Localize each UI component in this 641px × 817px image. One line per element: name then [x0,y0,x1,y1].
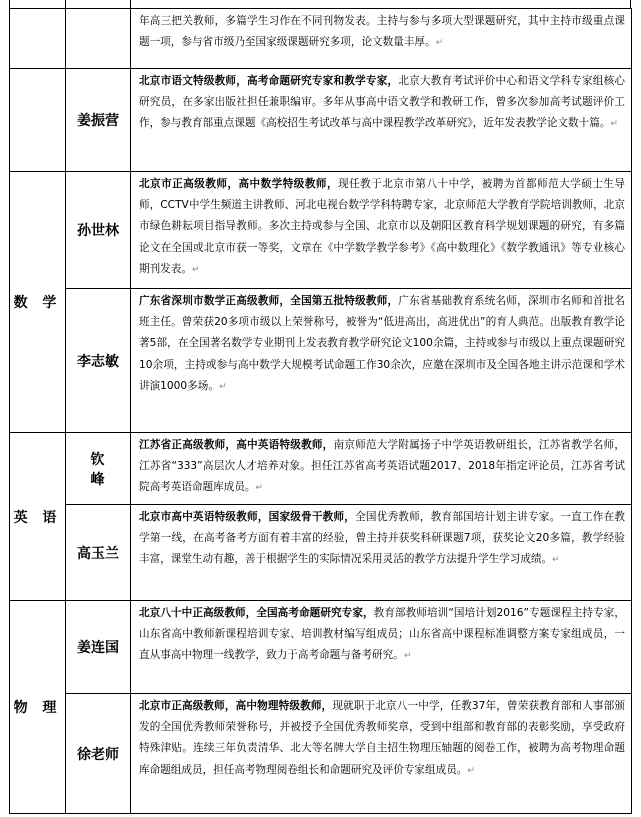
paragraph-mark-icon: ↵ [467,765,475,776]
description-text: 现就职于北京八一中学，任教37年，曾荣获教育部和人事部颁发的全国优秀教师荣誉称号，并被授予全国优秀教师奖章，受到中组部和教育部的表彰奖励，享受政府特殊津贴。连续三年负责清华、北大等名牌大学自主招生物理压轴题的阅卷工作，被聘为高考物理命题库命题组成员，担任高考物理阅卷组长和命题研究及评价专家组成员。 [139,700,626,776]
title-text: 北京市高中英语特级教师，国家级骨干教师， [139,511,356,523]
name-cell [66,601,131,694]
subject-cell-physics [10,601,66,814]
description-text: 年高三把关教师，多篇学生习作在不同刊物发表。主持与参与多项大型课题研究，其中主持市级重点课题一项，参与省市级乃至国家级课题研究多项，论文数量丰厚。 [139,15,625,49]
table-top-continuation [9,0,631,8]
subject-label: 物 理 [13,700,62,716]
title-text: 广东省深圳市数学正高级教师，全国第五批特级教师， [139,295,399,307]
paragraph-mark-icon: ↵ [552,555,560,566]
subject-cell [10,69,66,172]
subject-cell-math [10,172,66,433]
description-text: 教育部教师培训“国培计划2016”专题课程主持专家，山东省高中教师新课程培训专家、培训教材编写组成员；山东省高中课程标准调整方案专家组成员，一直从事高中物理一线教学，致力于高考命题与备考研究。 [139,607,626,662]
subject-cell-english [10,433,66,601]
teacher-name: 孙世林 [77,223,119,239]
name-cell [66,9,131,69]
description-cell [131,69,632,172]
paragraph-mark-icon: ↵ [403,651,412,662]
description-cell [131,505,632,601]
name-cell [66,289,131,433]
paragraph-mark-icon: ↵ [191,264,200,275]
title-text: 北京市正高级教师，高中物理特级教师， [139,700,333,712]
title-text: 北京市语文特级教师，高考命题研究专家和教学专家， [139,75,399,87]
description-text: 北京大教育考试评价中心和语文学科专家组核心研究员，在多家出版社担任兼职编审。多年从事高中语文教学和教研工作，曾多次参加高考试题评价工作，参与教育部重点课题《高校招生考试改革与高中课程教学改革研究》，近年发表教学论文数十篇。 [139,75,625,130]
paragraph-mark-icon: ↵ [255,483,264,494]
column-divider [65,0,66,8]
name-cell [66,433,131,505]
subject-label: 英 语 [13,509,62,526]
description-text: 全国优秀教师，教育部国培计划主讲专家。一直工作在教学第一线，在高考备考方面有着丰富的经验，曾主持并获奖科研课题7项，获奖论文20多篇，教学经验丰富，课堂生动有趣，善于根据学生的实际情况采用灵活的教学方法提升学生学习成绩。 [139,511,625,566]
table-row [10,694,632,814]
name-cell [66,694,131,814]
description-text: 现任教于北京市第八十中学，被聘为首都师范大学硕士生导师，CCTV中学生频道主讲教师、河北电视台数学学科特聘专家，北京师范大学教育学院培训教师，北京市绿色耕耘项目指导教师。多次主持或参与全国、北京市以及朝阳区教育科学规划课题的研究，有多篇论文在全国或北京市获一等奖，文章在《中学数学教学参考》《高中数理化》《数学教通讯》等专业核心期刊发表。 [139,178,626,275]
teacher-name: 钦 峰 [90,451,118,488]
table-row [10,289,632,433]
description-cell [131,9,632,69]
subject-cell [10,9,66,69]
name-cell [66,172,131,289]
description-cell [131,433,632,505]
description-cell [131,601,632,694]
table-row [10,601,632,694]
description-cell [131,172,632,289]
teacher-name: 李志敏 [77,353,119,370]
name-cell [66,505,131,601]
teacher-table [9,8,632,814]
description-cell [131,694,632,814]
teacher-name: 徐老师 [77,746,119,763]
table-row [10,9,632,69]
table-row [10,433,632,505]
paragraph-mark-icon: ↵ [610,119,618,130]
title-text: 北京八十中正高级教师，全国高考命题研究专家， [139,607,374,619]
name-cell [66,69,131,172]
table-row [10,172,632,289]
description-text: 广东省基础教育系统名师，深圳市名师和首批名班主任。曾荣获20多项市级以上荣誉称号，被誉为“低进高出，高进优出”的育人典范。出版教育教学论著5部，在全国著名数学专业期刊上发表教育教学研究论文100余篇，主持或参与市级以上重点课题研究10余项，主持或参与高中数学大规模考试命题工作30余次，应邀在深圳市及全国各地主讲示范课和学术讲演1000多场。 [139,295,625,392]
title-text: 北京市正高级教师，高中数学特级教师， [139,178,339,190]
teacher-name: 姜连国 [77,640,119,656]
subject-label: 数 学 [13,295,62,311]
title-text: 江苏省正高级教师，高中英语特级教师， [139,439,334,451]
table-row [10,505,632,601]
description-text: 南京师范大学附属扬子中学英语教研组长，江苏省教学名师，江苏省“333”高层次人才培养对象。担任江苏省高考英语试题2017、2018年指定评论员，江苏省考试院高考英语命题库成员。 [139,439,625,494]
paragraph-mark-icon: ↵ [218,381,227,392]
column-divider [130,0,131,8]
teacher-name: 高玉兰 [77,545,119,562]
teacher-name: 姜振营 [77,113,119,129]
paragraph-mark-icon: ↵ [435,38,444,49]
description-cell [131,289,632,433]
table-row [10,69,632,172]
